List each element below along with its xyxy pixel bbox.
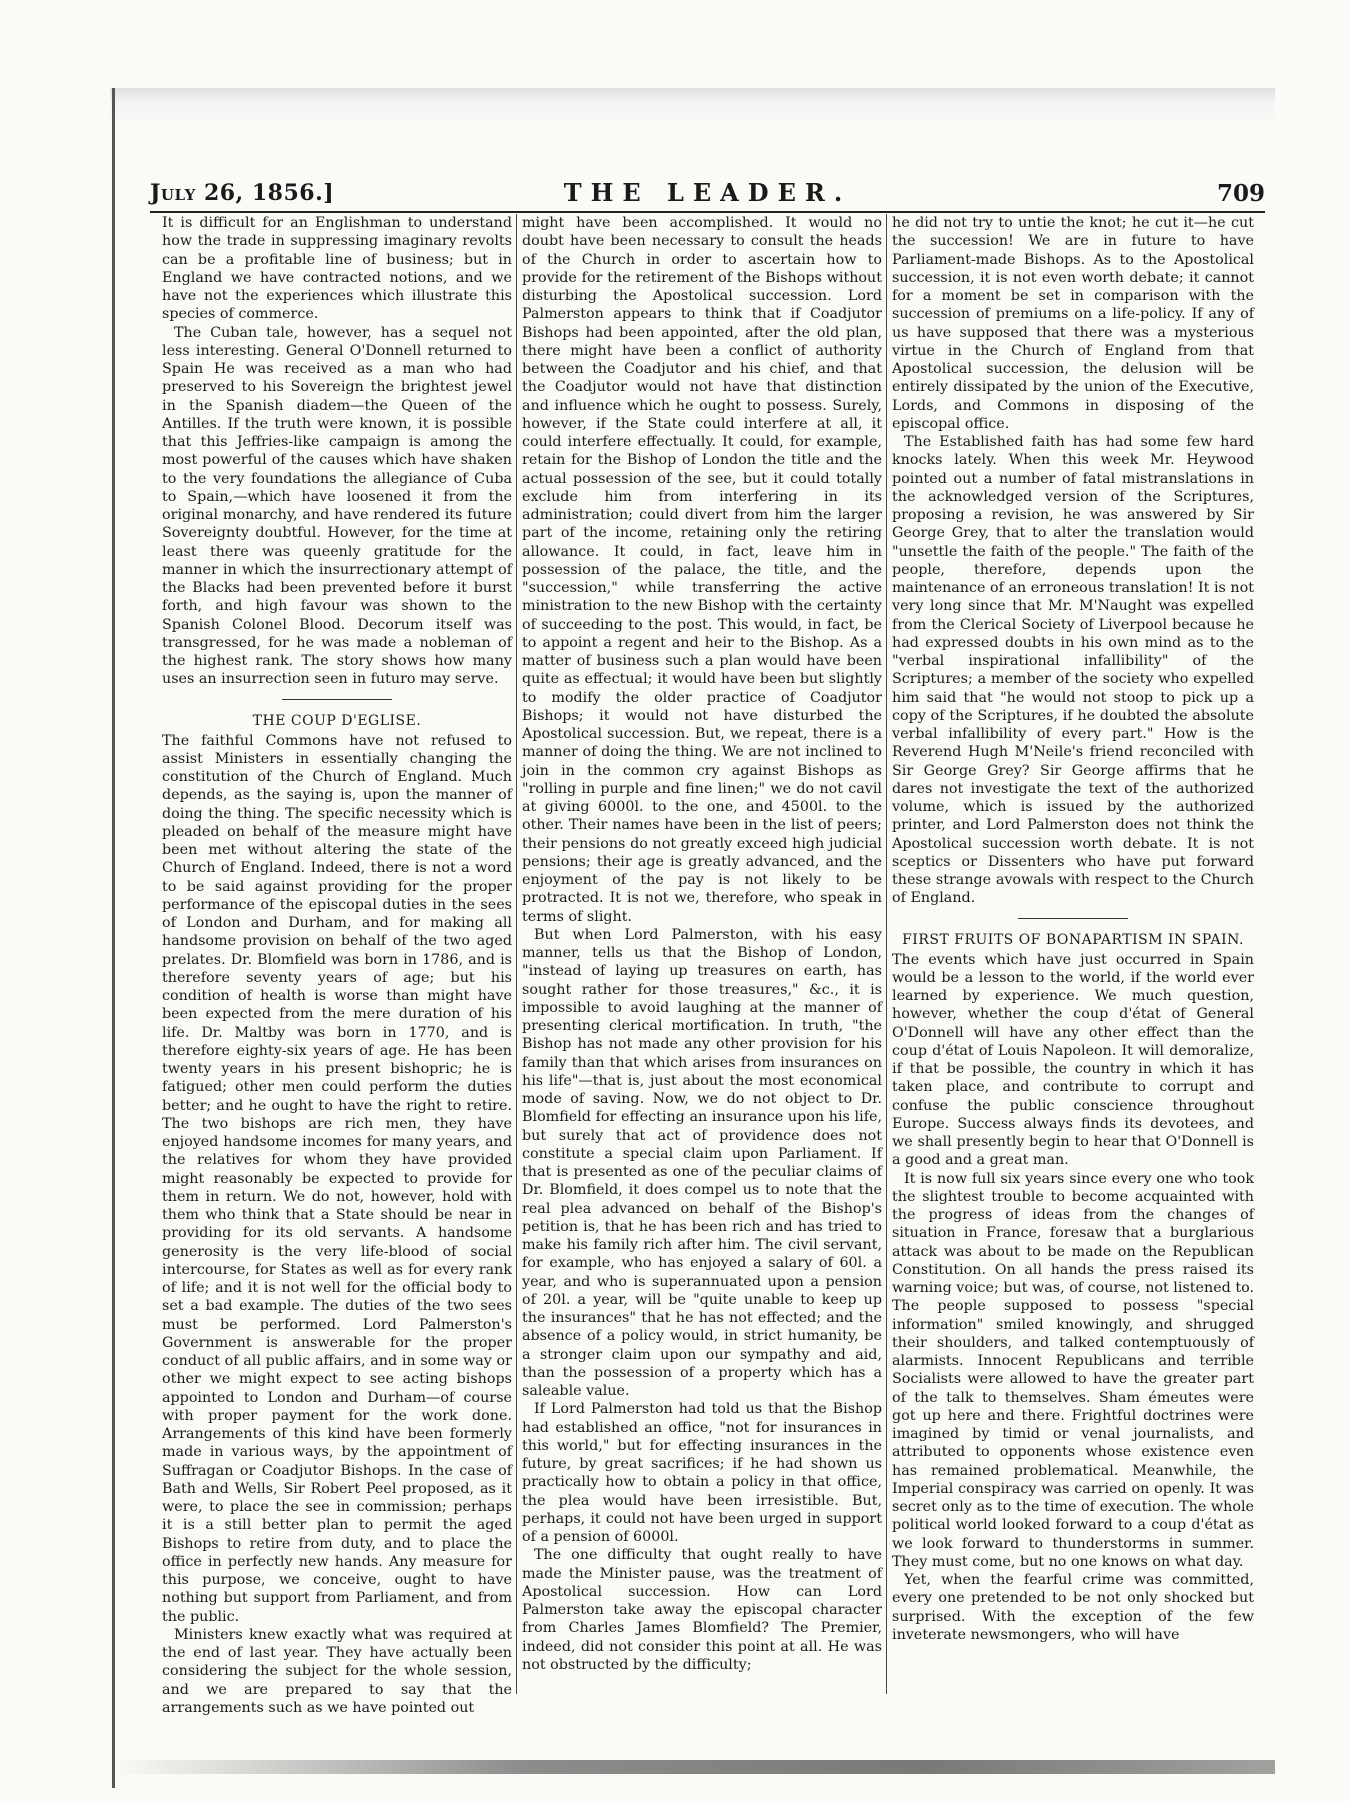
issue-date: July 26, 1856.]: [150, 180, 335, 206]
section-heading: THE COUP D'EGLISE.: [252, 712, 422, 729]
paragraph: It is now full six years since every one who took the slightest trouble to become acquainted with the progress of ideas from the changes of situation in France, foresaw that a burglarious attack was about to be made on the Republican Constitution. On all hands the press raised its warning voice; but was, of course, not listened to. The people supposed to possess "special information" smiled knowingly, and shrugged their shoulders, and talked contemptuously of alarmists. Innocent Republicans and terrible Socialists were allowed to have the greater part of the talk to themselves. Sham émeutes were got up here and there. Frightful doctrines were imagined by timid or venal journalists, and attributed to opponents whose existence even has remained problematical. Meanwhile, the Imperial conspiracy was carried on openly. It was secret only as to the time of execution. The whole political world looked forward to a coup d'état as we look forward to thunderstorms in summer. They must come, but no one knows on what day.: [892, 1170, 1254, 1570]
masthead: [150, 178, 1265, 212]
paragraph: The events which have just occurred in Spain would be a lesson to the world, if the world ever learned by experience. We much question, however, whether the coup d'état of General O'Donnell will have any other effect than the coup d'état of Louis Napoleon. It will demoralize, if that be possible, the country in which it has taken place, and contribute to corrupt and confuse the public conscience throughout Europe. Success always finds its devotees, and we shall presently begin to hear that O'Donnell is a good and a great man.: [892, 951, 1254, 1169]
paragraph: Ministers knew exactly what was required at the end of last year. They have actually been considering the subject for the whole session, and we are prepared to say that the arrangements such as we have pointed out: [162, 1626, 512, 1716]
page-number: 709: [1216, 180, 1265, 207]
scan-edge-left: [112, 88, 115, 1788]
paragraph: It is difficult for an Englishman to understand how the trade in suppressing imaginary revolts can be a profitable line of business; but in England we have contracted notions, and we have not the experiences which illustrate this species of commerce.: [162, 215, 512, 323]
scan-edge-top: [110, 88, 1275, 126]
paragraph: Yet, when the fearful crime was committed, every one pretended to be not only shocked but surprised. With the exception of the few inveterate newsmongers, who will have: [892, 1572, 1254, 1643]
paragraph: might have been accomplished. It would no doubt have been necessary to consult the heads of the Church in order to ascertain how to provide for the retirement of the Bishops without disturbing the Apostolical succession. Lord Palmerston appears to think that if Coadjutor Bishops had been appointed, after the old plan, there might have been a conflict of authority between the Coadjutor and his chief, and that the Coadjutor would not have that distinction and influence which he ought to possess. Surely, however, if the State could interfere at all, it could interfere effectually. It could, for example, retain for the Bishop of London the title and the actual possession of the see, but it could totally exclude him from interfering in its administration; could divert from him the larger part of the income, retaining only the retiring allowance. It could, in fact, leave him in possession of the palace, the title, and the "succession," while transferring the active ministration to the new Bishop with the certainty of succeeding to the post. This would, in fact, be to appoint a regent and heir to the Bishop. As a matter of business such a plan would have been quite as effectual; it would have been but slightly to modify the older practice of Coadjutor Bishops; it would not have disturbed the Apostolical succession. But, we repeat, there is a manner of doing the thing. We are not inclined to join in the common cry against Bishops as "rolling in purple and fine linen;" we do not cavil at giving 6000l. to the one, and 4500l. to the other. Their names have been in the list of peers; their pensions do not greatly exceed high judicial pensions; their age is greatly advanced, and the enjoyment of the pay is not likely to be protracted. It is not we, therefore, who speak in terms of slight.: [522, 215, 882, 925]
newspaper-title: THE LEADER.: [563, 178, 852, 207]
scan-edge-bottom: [115, 1760, 1275, 1774]
section-separator: [282, 699, 392, 700]
paragraph: The faithful Commons have not refused to assist Ministers in essentially changing the constitution of the Church of England. Much depends, as the saying is, upon the manner of doing the thing. The specific necessity which is pleaded on behalf of the measure might have been met without altering the state of the Church of England. Indeed, there is not a word to be said against providing for the proper performance of the episcopal duties in the sees of London and Durham, and for making all handsome provision on behalf of the two aged prelates. Dr. Blomfield was born in 1786, and is therefore seventy years of age; but his condition of health is worse than might have been expected from the mere duration of his life. Dr. Maltby was born in 1770, and is therefore eighty-six years of age. He has been twenty years in his present bishopric; he is fatigued; other men could perform the duties better; and he ought to have the right to retire. The two bishops are rich men, they have enjoyed handsome incomes for many years, and the relatives for whom they have provided might reasonably be expected to provide for them in return. We do not, however, hold with them who think that a State should be near in providing for its old servants. A handsome generosity is the very life-blood of social intercourse, for States as well as for every rank of life; and it is not well for the official body to set a bad example. The duties of the two sees must be performed. Lord Palmerston's Government is answerable for the proper conduct of all public affairs, and in some way or other we might expect to see acting bishops appointed to London and Durham—of course with proper payment for the work done. Arrangements of this kind have been formerly made in various ways, by the appointment of Suffragan or Coadjutor Bishops. In the case of Bath and Wells, Sir Robert Peel proposed, as it were, to place the see in commission; perhaps it is a still better plan to permit the aged Bishops to retire from duty, and to place the office in perfectly new hands. Any measure for this purpose, we conceive, ought to have nothing but support from Parliament, and from the public.: [162, 732, 512, 1625]
column-divider: [516, 214, 517, 1694]
column-1: [162, 214, 512, 1716]
column-3: [892, 214, 1254, 1694]
column-2: [522, 214, 882, 1694]
paragraph: If Lord Palmerston had told us that the Bishop had established an office, "not for insurances in this world," but for effecting insurances in the future, by great sacrifices; if he had shown us practically how to obtain a policy in that office, the plea would have been irresistible. But, perhaps, it could not have been urged in support of a pension of 6000l.: [522, 1401, 882, 1545]
paragraph: The Established faith has had some few hard knocks lately. When this week Mr. Heywood pointed out a number of fatal mistranslations in the acknowledged version of the Scriptures, proposing a revision, he was answered by Sir George Grey, that to alter the translation would "unsettle the faith of the people." The faith of the people, therefore, depends upon the maintenance of an erroneous translation! It is not very long since that Mr. M'Naught was expelled from the Clerical Society of Liverpool because he had expressed doubts in his own mind as to the "verbal inspirational infallibility" of the Scriptures; a member of the society who expelled him said that "he would not stoop to pick up a copy of the Scriptures, if he doubted the absolute verbal infallibility of every part." How is the Reverend Hugh M'Neile's friend reconciled with Sir George Grey? Sir George affirms that he dares not investigate the text of the authorized volume, which is issued by the authorized printer, and Lord Palmerston does not think the Apostolical succession worth debate. It is not sceptics or Dissenters who have put forward these strange avowals with respect to the Church of England.: [892, 434, 1254, 907]
paragraph: he did not try to untie the knot; he cut it—he cut the succession! We are in future to have Parliament-made Bishops. As to the Apostolical succession, it is not even worth debate; it cannot for a moment be set in comparison with the succession of premiums on a life-policy. If any of us have supposed that there was a mysterious virtue in the Church of England from that Apostolical succession, the delusion will be entirely dissipated by the union of the Executive, Lords, and Commons in disposing of the episcopal office.: [892, 215, 1254, 432]
paragraph: The one difficulty that ought really to have made the Minister pause, was the treatment of Apostolical succession. How can Lord Palmerston take away the episcopal character from Charles James Blomfield? The Premier, indeed, did not consider this point at all. He was not obstructed by the difficulty;: [522, 1547, 882, 1673]
section-separator: [1018, 918, 1128, 919]
paragraph: But when Lord Palmerston, with his easy manner, tells us that the Bishop of London, "instead of laying up treasures on earth, has sought rather for those treasures," &c., it is impossible to avoid laughing at the manner of presenting clerical mortification. In truth, "the Bishop has not made any other provision for his family than that which arises from insurances on his life"—that is, just about the most economical mode of saving. Now, we do not object to Dr. Blomfield for effecting an insurance upon his life, but surely that act of providence does not constitute a special claim upon Parliament. If that is presented as one of the peculiar claims of Dr. Blomfield, it does compel us to note that the real plea advanced on behalf of the Bishop's petition is, that he has been rich and has tried to make his family rich after him. The civil servant, for example, who has enjoyed a salary of 60l. a year, and who is superannuated upon a pension of 20l. a year, will be "quite unable to keep up the insurances" that he has not effected; and the absence of a policy would, in strict humanity, be a stronger claim upon our sympathy and aid, than the possession of a property which has a saleable value.: [522, 926, 882, 1399]
header-rule: [150, 211, 1265, 213]
section-heading: FIRST FRUITS OF BONAPARTISM IN SPAIN.: [902, 931, 1244, 948]
column-divider: [886, 214, 887, 1694]
paragraph: The Cuban tale, however, has a sequel not less interesting. General O'Donnell returned to Spain He was received as a man who had preserved to his Sovereign the brightest jewel in the Spanish diadem—the Queen of the Antilles. If the truth were known, it is possible that this Jeffries-like campaign is among the most powerful of the causes which have shaken to the very foundations the allegiance of Cuba to Spain,—which have loosened it from the original monarchy, and have rendered its future Sovereignty doubtful. However, for the time at least there was queenly gratitude for the manner in which the insurrectionary attempt of the Blacks had been prevented before it burst forth, and high favour was shown to the Spanish Colonel Blood. Decorum itself was transgressed, for he was made a nobleman of the highest rank. The story shows how many uses an insurrection seen in futuro may serve.: [162, 324, 512, 688]
